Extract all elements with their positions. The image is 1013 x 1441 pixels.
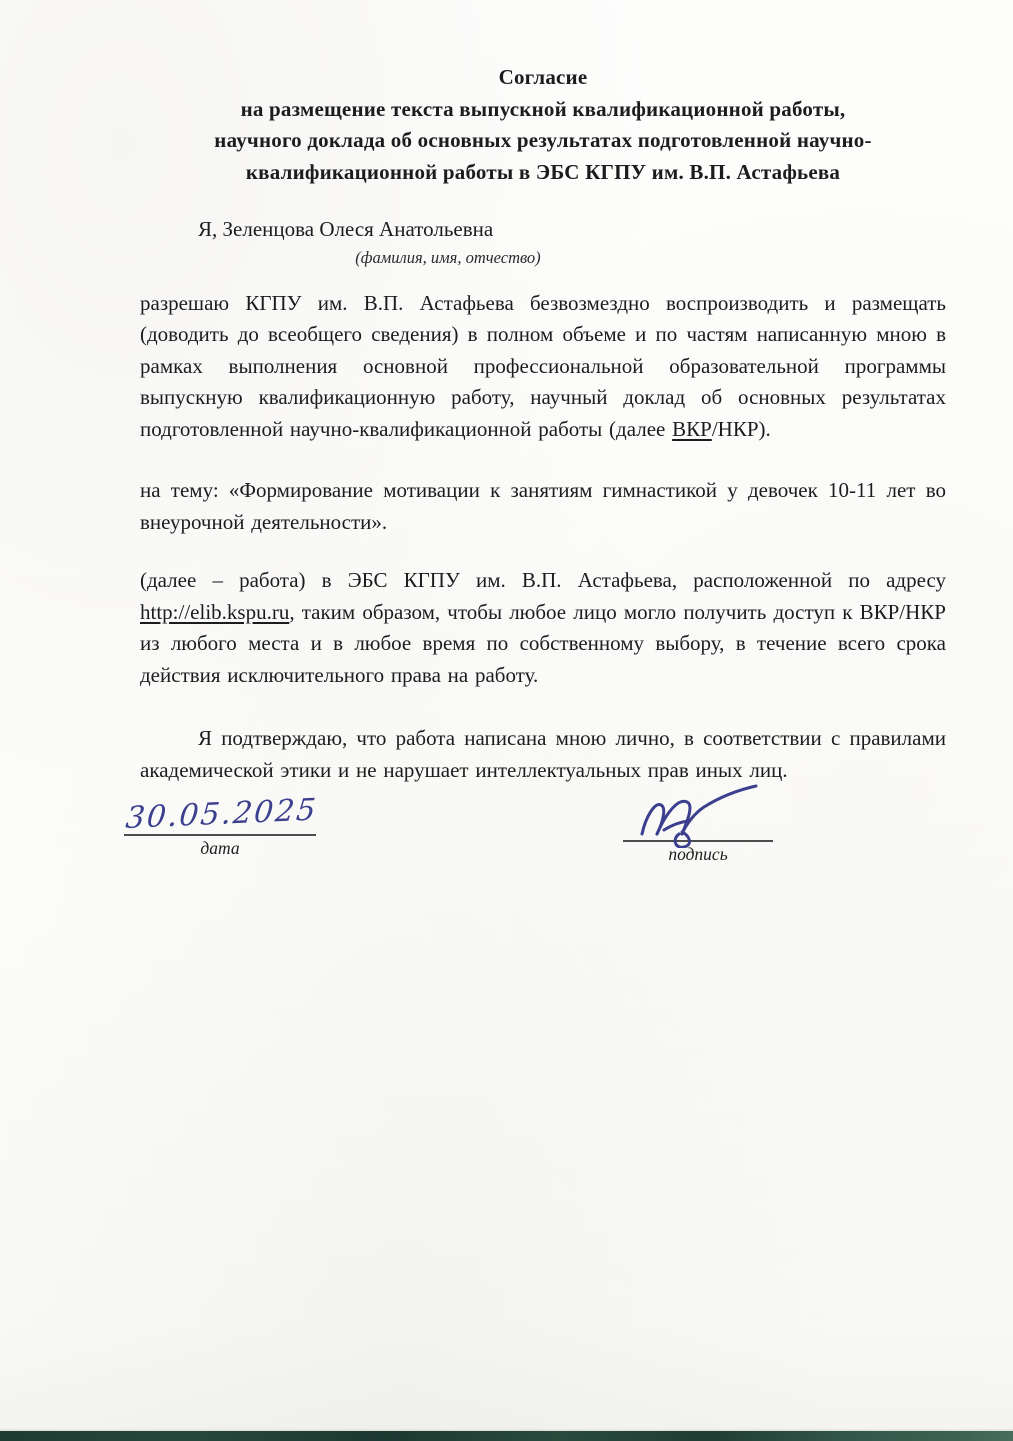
consent-form — [124, 62, 946, 892]
signature-scribble — [628, 784, 768, 848]
signature-label: подпись — [668, 844, 728, 864]
date-label: дата — [200, 838, 240, 858]
placement-paragraph — [140, 565, 946, 691]
name-hint: (фамилия, имя, отчество) — [355, 247, 541, 267]
table-edge-strip — [0, 1431, 1013, 1441]
handwritten-date: 30.05.2025 — [124, 792, 320, 836]
permission-text-after: /НКР). — [711, 416, 771, 441]
placement-text-before: (далее – работа) в ЭБС КГПУ им. В.П. Астафьева, расположенной по адресу — [140, 568, 946, 592]
title-line-4: квалификационной работы в ЭБС КГПУ им. В.П. Астафьева — [245, 159, 841, 184]
permission-text-before: разрешаю КГПУ им. В.П. Астафьева безвозмездно воспроизводить и размещать (доводить до всеобщего сведения) в полном объеме и по частям написанную мною в рамках выполнения основной профессиональной образовательной программы выпускную квалификационную работу, научный доклад об основных результатах подготовленной научно-квалификационной работы (далее — [140, 290, 946, 441]
elib-url: http://elib.kspu.ru — [140, 599, 290, 624]
title-line-2: на размещение текста выпускной квалификационной работы, — [240, 96, 846, 121]
permission-paragraph — [140, 288, 946, 446]
date-block — [124, 792, 320, 860]
title-line-3: научного доклада об основных результатах подготовленной научно- — [214, 128, 872, 152]
topic-paragraph: на тему: «Формирование мотивации к занятиям гимнастикой у девочек 10-11 лет во внеурочной деятельности». — [140, 478, 946, 534]
confirmation-paragraph: Я подтверждаю, что работа написана мною лично, в соответствии с правилами академической этики и не нарушает интеллектуальных прав иных лиц. — [140, 726, 946, 782]
title-line-1: Согласие — [498, 65, 588, 89]
placement-text-after: , таким образом, чтобы любое лицо могло получить доступ к ВКР/НКР из любого места и в любое время по собственному выбору, в течение всего срока действия исключительного права на работу. — [140, 599, 946, 687]
document-title — [140, 62, 946, 188]
declarant-name: Я, Зеленцова Олеся Анатольевна — [198, 217, 494, 241]
vkr-underlined: ВКР — [672, 416, 712, 441]
signing-row — [124, 792, 946, 892]
signature-block — [623, 784, 773, 866]
